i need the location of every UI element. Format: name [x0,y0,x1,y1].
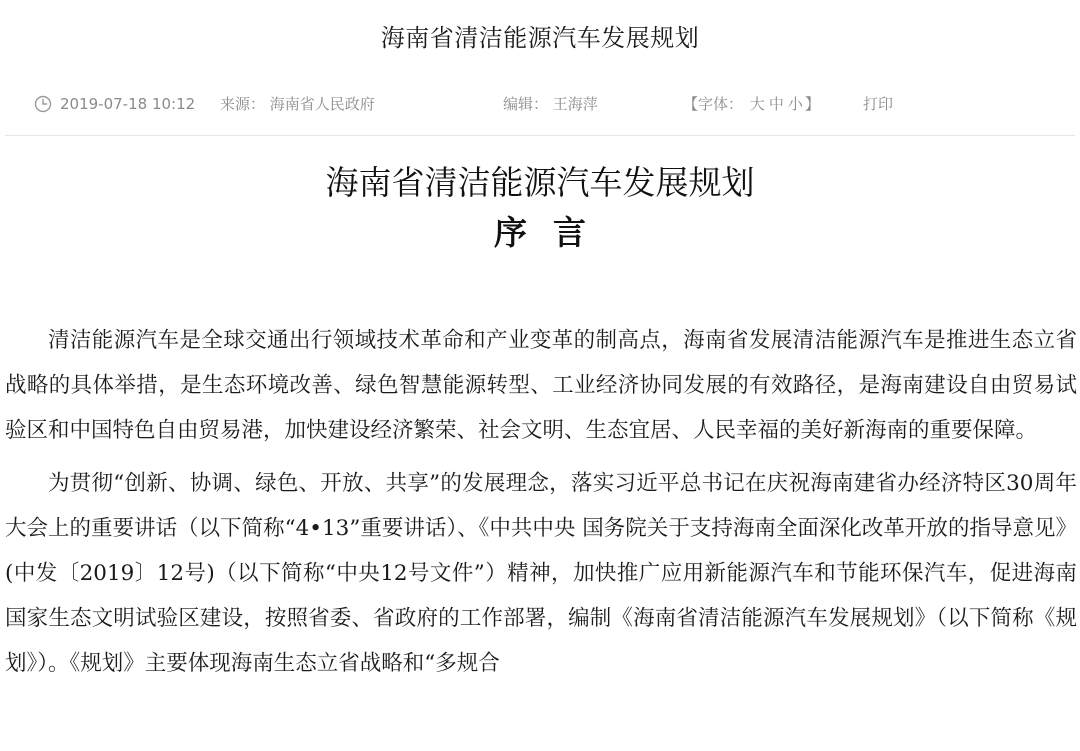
article-paragraph: 清洁能源汽车是全球交通出行领域技术革命和产业变革的制高点，海南省发展清洁能源汽车是推进生态立省战略的具体举措，是生态环境改善、绿色智慧能源转型、工业经济协同发展的有效路径，是海南建设自由贸易试验区和中国特色自由贸易港，加快建设经济繁荣、社会文明、生态宜居、人民幸福的美好新海南的重要保障。 [5,328,1077,443]
article-meta-bar [0,86,1080,122]
font-size-medium-button[interactable]: 中 [768,95,784,113]
source-value: 海南省人民政府 [269,95,375,113]
article-body [5,318,1077,686]
clock-icon [34,95,52,113]
page-header-title: 海南省清洁能源汽车发展规划 [380,24,700,52]
font-size-bracket-close: 】 [804,95,820,113]
print-button[interactable]: 打印 [863,95,894,113]
source-info [220,94,375,114]
header-divider [5,135,1075,136]
document-title: 海南省清洁能源汽车发展规划 [325,163,755,202]
font-size-large-button[interactable]: 大 [749,95,765,113]
publish-datetime: 2019-07-18 10:12 [60,95,196,113]
source-label: 来源： [220,95,266,113]
font-size-small-button[interactable]: 小 [787,95,803,113]
font-size-control [683,94,820,114]
document-subtitle: 序言 [494,213,612,252]
font-size-label: 【字体： [683,95,744,113]
editor-value: 王海萍 [552,95,598,113]
editor-info [503,94,598,114]
article-paragraph: 为贯彻“创新、协调、绿色、开放、共享”的发展理念，落实习近平总书记在庆祝海南建省办经济特区30周年大会上的重要讲话（以下简称“4•13”重要讲话）、《中共中央 国务院关于支持海南全面深化改革开放的指导意见》(中发〔2019〕12号)（以下简称“中央12号文件”）精神，加快推广应用新能源汽车和节能环保汽车，促进海南国家生态文明试验区建设，按照省委、省政府的工作部署，编制《海南省清洁能源汽车发展规划》（以下简称《规划》）。《规划》主要体现海南生态立省战略和“多规合 [5,471,1077,676]
editor-label: 编辑： [503,95,549,113]
